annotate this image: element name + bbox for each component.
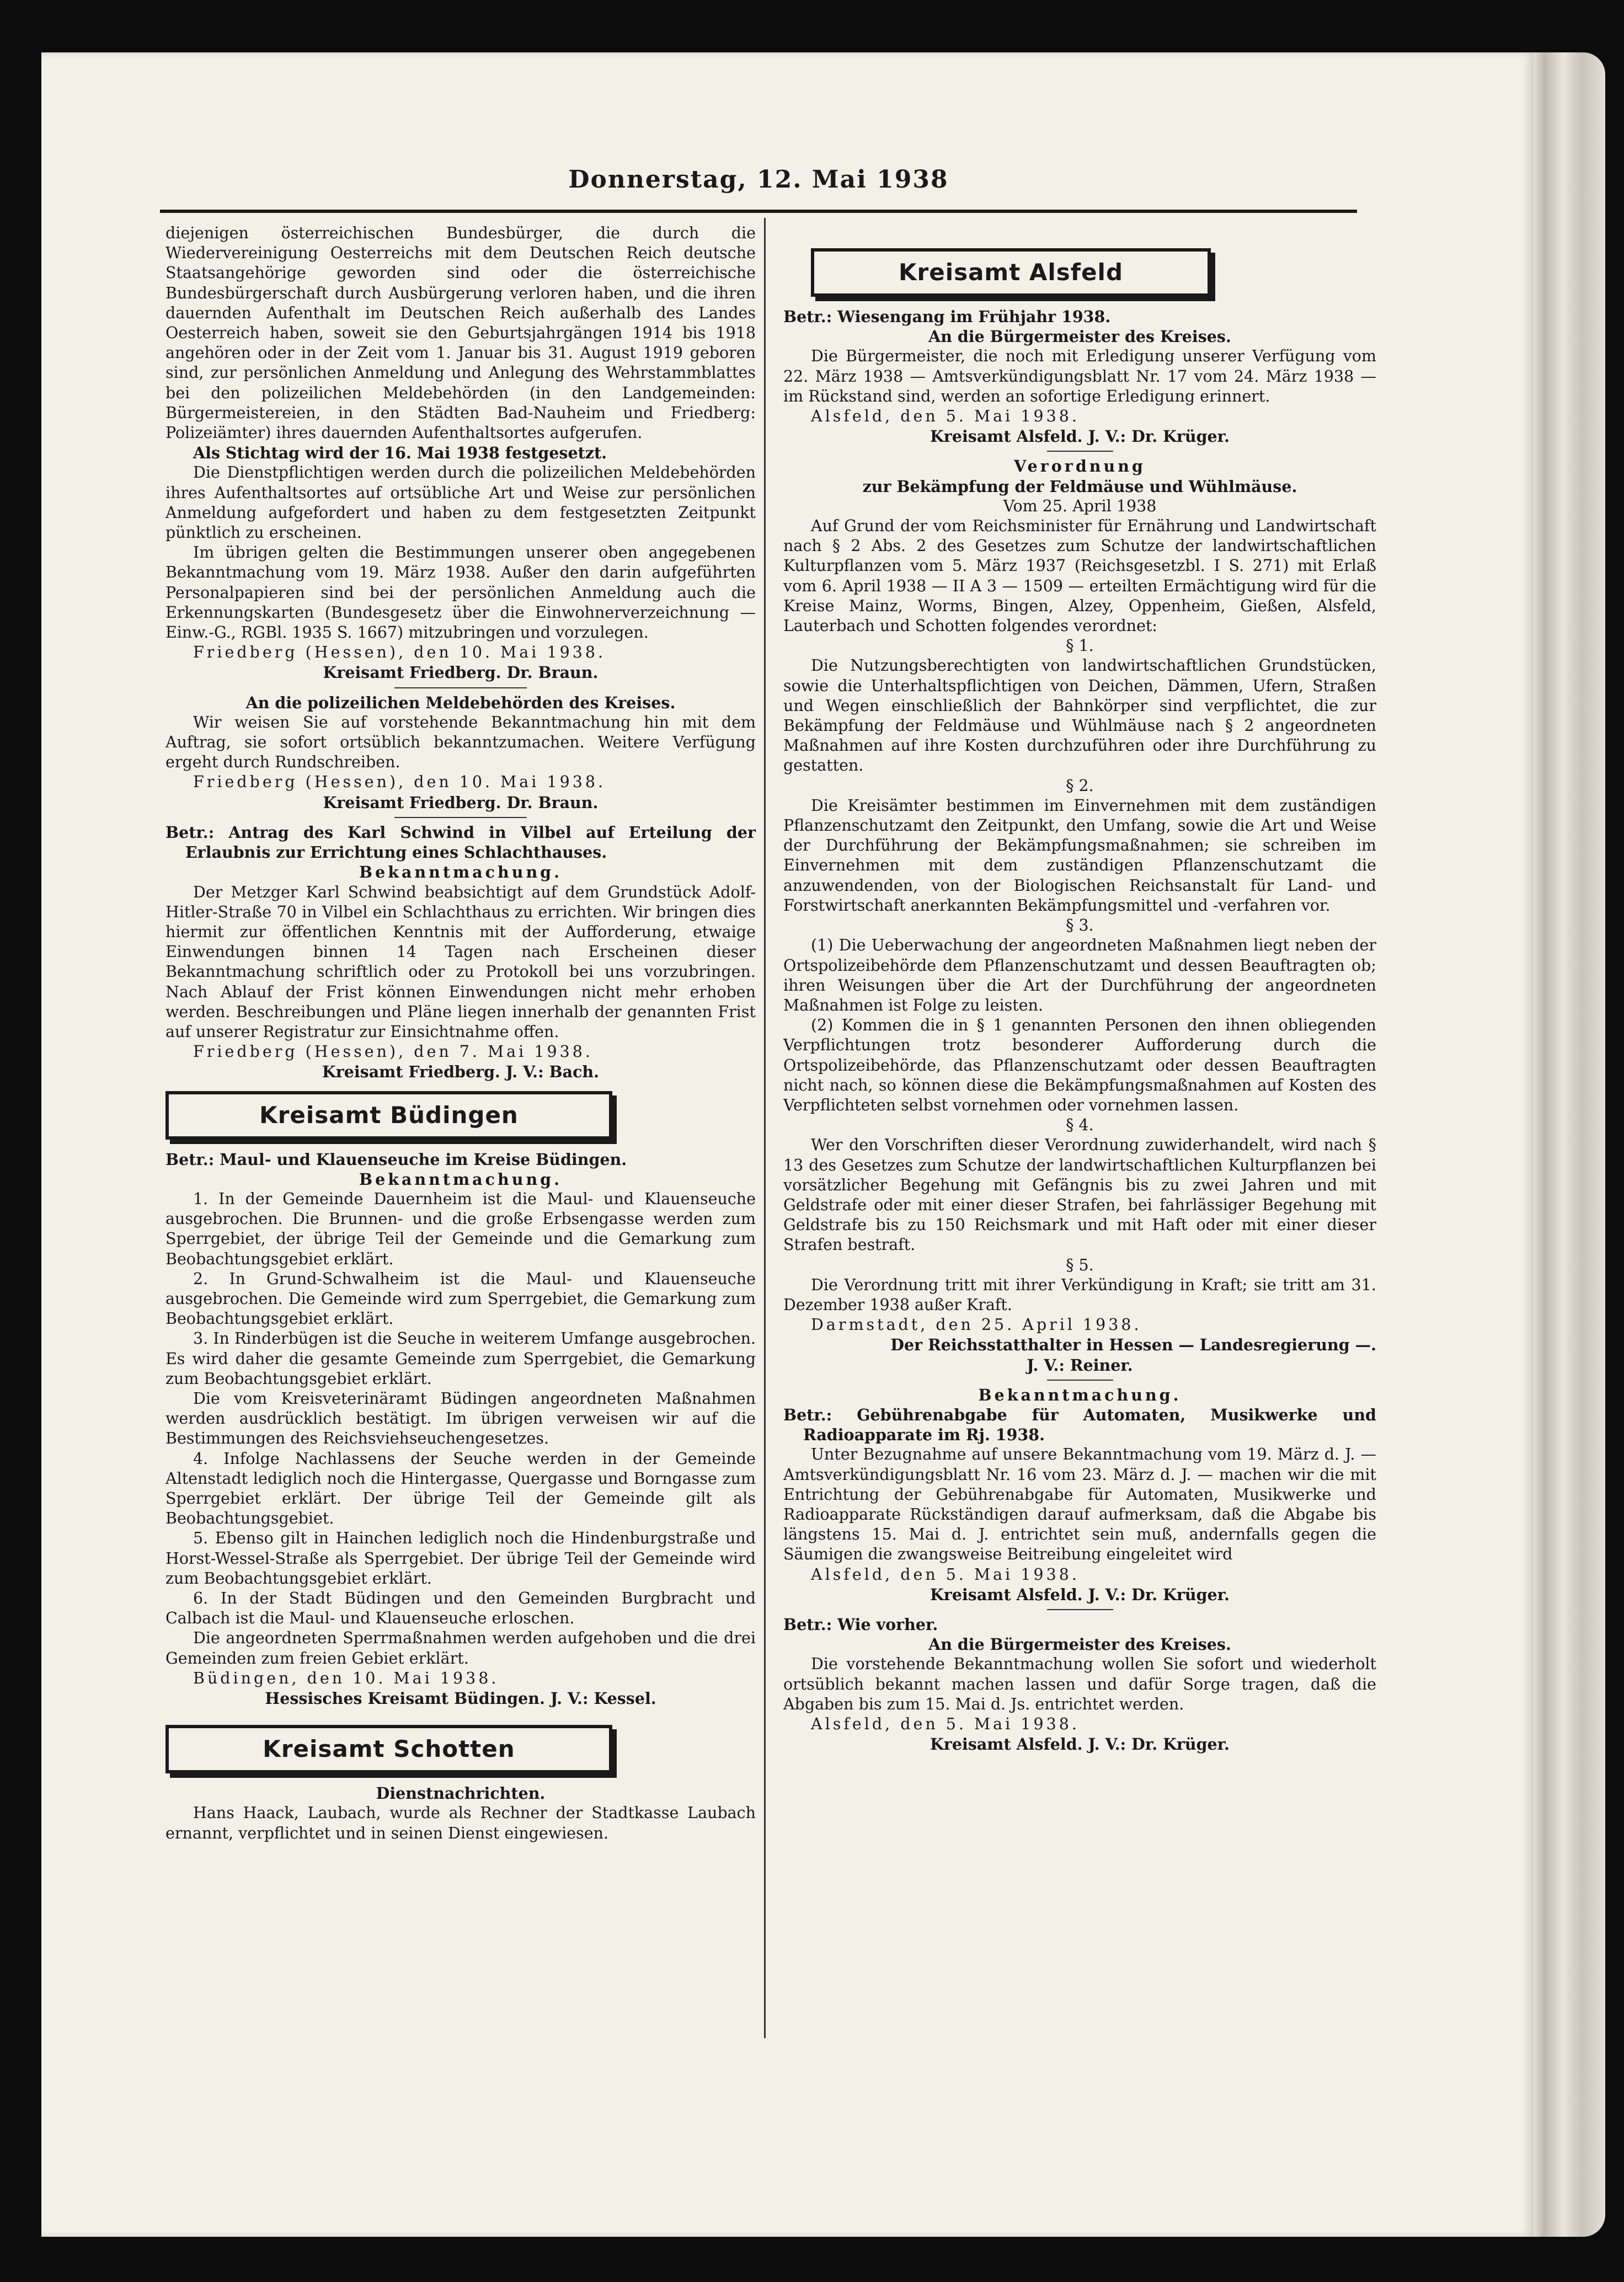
- betreff: Betr.: Antrag des Karl Schwind in Vilbel auf Erteilung der Erlaubnis zur Errichtung eines Schlachthauses.: [165, 822, 756, 862]
- address-line: An die Bürgermeister des Kreises.: [928, 327, 1231, 346]
- divider: [394, 687, 527, 688]
- signature: Kreisamt Alsfeld. J. V.: Dr. Krüger.: [930, 427, 1230, 446]
- paragraph: Die angeordneten Sperrmaßnahmen werden aufgehoben und die drei Gemeinden zum freien Gebiet erklärt.: [165, 1629, 756, 1668]
- paragraph: Im übrigen gelten die Bestimmungen unserer oben angegebenen Bekanntmachung vom 19. März 1938. Außer den darin aufgeführten Personalpapieren sind bei der persönlichen Anmeldung auch die Erkennungskarten (Bundesgesetz über die Einwohnerverzeichnung — Einw.-G., RGBl. 1935 S. 1667) mitzubringen und vorzulegen.: [165, 543, 756, 642]
- signature: Kreisamt Alsfeld. J. V.: Dr. Krüger.: [930, 1585, 1230, 1604]
- signature-place: Alsfeld, den 5. Mai 1938.: [811, 1715, 1080, 1734]
- list-item: 4. Infolge Nachlassens der Seuche werden in der Gemeinde Altenstadt lediglich noch die Hintergasse, Quergasse und Borngasse zum Sperrgebiet erklärt. Der übrige Teil der Gemeinde gilt als Beobachtungsgebiet.: [165, 1449, 756, 1528]
- signature-place: Friedberg (Hessen), den 10. Mai 1938.: [193, 773, 606, 792]
- paragraph: Die Nutzungsberechtigten von landwirtschaftlichen Grundstücken, sowie die Unterhaltspflichtigen von Deichen, Dämmen, Ufern, Straßen und Wegen einschließlich der Bahnkörper sind verpflichtet, die zur Bekämpfung der Feldmäuse und Wühlmäuse nach § 2 angeordneten Maßnahmen auf ihre Kosten durchzuführen oder ihre Durchführung zu gestatten.: [783, 656, 1376, 775]
- section-number: § 3.: [1066, 916, 1094, 935]
- section-number: § 5.: [1066, 1255, 1094, 1274]
- list-item: 1. In der Gemeinde Dauernheim ist die Maul- und Klauenseuche ausgebrochen. Die Brunnen- und die große Erbsengasse werden zum Sperrgebiet, der übrige Teil der Gemeinde und die Gemarkung zum Beobachtungsgebiet erklärt.: [165, 1189, 756, 1268]
- betreff: Betr.: Maul- und Klauenseuche im Kreise Büdingen.: [165, 1150, 627, 1169]
- paragraph: Die vorstehende Bekanntmachung wollen Sie sofort und wiederholt ortsüblich bekannt machen lassen und dafür Sorge tragen, daß die Abgaben bis zum 15. Mai d. Js. entrichtet werden.: [783, 1655, 1376, 1713]
- column-divider: [764, 218, 766, 2038]
- box-kreisamt-alsfeld: Kreisamt Alsfeld: [811, 248, 1211, 297]
- signature: Hessisches Kreisamt Büdingen. J. V.: Kessel.: [265, 1689, 656, 1708]
- verordnung-subtitle: zur Bekämpfung der Feldmäuse und Wühlmäuse.: [862, 477, 1297, 496]
- paragraph: Auf Grund der vom Reichsminister für Ernährung und Landwirtschaft nach § 2 Abs. 2 des Gesetzes zum Schutze der landwirtschaftlichen Kulturpflanzen vom 5. März 1937 (Reichsgesetzbl. I S. 271) mit Erlaß vom 6. April 1938 — II A 3 — 1509 — erteilten Ermächtigung wird für die Kreise Mainz, Worms, Bingen, Alzey, Oppenheim, Gießen, Alsfeld, Lauterbach und Schotten folgendes verordnet:: [783, 517, 1376, 635]
- signature: Kreisamt Friedberg. Dr. Braun.: [323, 793, 599, 812]
- section-number: § 2.: [1066, 776, 1094, 795]
- signature-place: Alsfeld, den 5. Mai 1938.: [811, 407, 1080, 426]
- paragraph: (2) Kommen die in § 1 genannten Personen den ihnen obliegenden Verpflichtungen trotz besonderer Aufforderung durch die Ortspolizeibehörde, das Pflanzenschutzamt oder dessen Beauftragten nicht nach, so können diese die Bekämpfungsmaßnahmen auf Kosten des Verpflichteten selbst vornehmen oder vornehmen lassen.: [783, 1016, 1376, 1114]
- verordnung-title: Verordnung: [1014, 457, 1146, 476]
- paragraph: Die Dienstpflichtigen werden durch die polizeilichen Meldebehörden ihres Aufenthaltsortes auf ortsübliche Art und Weise zur persönlichen Anmeldung aufgefordert und haben zu dem festgesetzten Zeitpunkt pünktlich zu erscheinen.: [165, 463, 756, 542]
- divider: [1047, 1380, 1113, 1381]
- section-title: An die polizeilichen Meldebehörden des Kreises.: [245, 693, 676, 712]
- box-kreisamt-schotten: Kreisamt Schotten: [165, 1725, 612, 1773]
- paragraph: Die vom Kreisveterinäramt Büdingen angeordneten Maßnahmen werden ausdrücklich bestätigt. Im übrigen verweisen wir auf die Bestimmungen des Reichsviehseuchengesetzes.: [165, 1389, 756, 1448]
- paragraph: Unter Bezugnahme auf unsere Bekanntmachung vom 19. März d. J. — Amtsverkündigungsblatt Nr. 16 vom 23. März d. J. — machen wir die mit Entrichtung der Gebührenabgabe für Automaten, Musikwerke und Radioapparate Rückständigen darauf aufmerksam, daß die Abgabe bis längstens 15. Mai d. J. entrichtet sein muß, andernfalls gegen die Säumigen die zwangsweise Beitreibung eingeleitet wird: [783, 1445, 1376, 1564]
- paragraph: Hans Haack, Laubach, wurde als Rechner der Stadtkasse Laubach ernannt, verpflichtet und in seinen Dienst eingewiesen.: [165, 1804, 756, 1842]
- page-header-date: Donnerstag, 12. Mai 1938: [568, 165, 949, 194]
- list-item: 2. In Grund-Schwalheim ist die Maul- und Klauenseuche ausgebrochen. Die Gemeinde wird zum Sperrgebiet, die Gemarkung zum Beobachtungsgebiet erklärt.: [165, 1269, 756, 1328]
- betreff: Betr.: Gebührenabgabe für Automaten, Musikwerke und Radioapparate im Rj. 1938.: [783, 1405, 1376, 1445]
- right-column: [783, 248, 1376, 1754]
- signature: Der Reichsstatthalter in Hessen — Landesregierung —.: [890, 1335, 1376, 1355]
- signature-place: Friedberg (Hessen), den 10. Mai 1938.: [193, 643, 606, 662]
- section-number: § 4.: [1066, 1116, 1094, 1135]
- bekanntmachung-title: Bekanntmachung.: [359, 863, 563, 882]
- address-line: An die Bürgermeister des Kreises.: [928, 1635, 1231, 1654]
- paragraph: (1) Die Ueberwachung der angeordneten Maßnahmen liegt neben der Ortspolizeibehörde dem Pflanzenschutzamt und dessen Beauftragten ob; ihren Weisungen über die Art der Durchführung der angeordneten Maßnahmen ist Folge zu leisten.: [783, 936, 1376, 1014]
- paragraph: Der Metzger Karl Schwind beabsichtigt auf dem Grundstück Adolf-Hitler-Straße 70 in Vilbel ein Schlachthaus zu errichten. Wir bringen dies hiermit zur öffentlichen Kenntnis mit der Aufforderung, etwaige Einwendungen binnen 14 Tagen nach Erscheinen dieser Bekanntmachung schriftlich oder zu Protokoll bei uns vorzubringen. Nach Ablauf der Frist können Einwendungen nicht mehr erhoben werden. Beschreibungen und Pläne liegen innerhalb der genannten Frist auf unserer Registratur zur Einsichtnahme offen.: [165, 883, 756, 1041]
- verordnung-date: Vom 25. April 1938: [1003, 496, 1157, 515]
- signature: Kreisamt Alsfeld. J. V.: Dr. Krüger.: [930, 1735, 1230, 1754]
- bekanntmachung-title: Bekanntmachung.: [978, 1385, 1182, 1404]
- paragraph: Wir weisen Sie auf vorstehende Bekanntmachung hin mit dem Auftrag, sie sofort ortsüblich bekanntzumachen. Weitere Verfügung ergeht durch Rundschreiben.: [165, 713, 756, 772]
- section-number: § 1.: [1066, 637, 1094, 655]
- stichtag-line: Als Stichtag wird der 16. Mai 1938 festgesetzt.: [193, 443, 607, 463]
- signature-place: Darmstadt, den 25. April 1938.: [811, 1316, 1142, 1334]
- paragraph: Wer den Vorschriften dieser Verordnung zuwiderhandelt, wird nach § 13 des Gesetzes zum Schutze der landwirtschaftlichen Kulturpflanzen bei vorsätzlicher Begehung mit Gefängnis bis zu zwei Jahren und mit Geldstrafe oder mit einer dieser Strafen, bei fahrlässiger Begehung mit Geldstrafe bis zu 150 Reichsmark und mit Haft oder mit einer dieser Strafen bestraft.: [783, 1136, 1376, 1254]
- paragraph: Die Verordnung tritt mit ihrer Verkündigung in Kraft; sie tritt am 31. Dezember 1938 außer Kraft.: [783, 1275, 1376, 1314]
- divider: [394, 817, 527, 818]
- header-rule: [160, 210, 1357, 213]
- paragraph: Die Kreisämter bestimmen im Einvernehmen mit dem zuständigen Pflanzenschutzamt den Zeitpunkt, den Umfang, sowie die Art und Weise der Durchführung der Bekämpfungsmaßnahmen; sie schreiben im Einvernehmen mit dem zuständigen Pflanzenschutzamt die anzuwendenden, von der Biologischen Reichsanstalt für Land- und Forstwirtschaft anerkannten Bekämpfungsmittel und -verfahren vor.: [783, 796, 1376, 915]
- left-column: [165, 223, 756, 1843]
- betreff: Betr.: Wiesengang im Frühjahr 1938.: [783, 307, 1111, 326]
- signature: Kreisamt Friedberg. Dr. Braun.: [323, 663, 599, 682]
- signature-place: Alsfeld, den 5. Mai 1938.: [811, 1565, 1080, 1584]
- divider: [1047, 451, 1113, 452]
- box-kreisamt-buedingen: Kreisamt Büdingen: [165, 1091, 612, 1140]
- paragraph: Die Bürgermeister, die noch mit Erledigung unserer Verfügung vom 22. März 1938 — Amtsverkündigungsblatt Nr. 17 vom 24. März 1938 — im Rückstand sind, werden an sofortige Erledigung erinnert.: [783, 347, 1376, 405]
- list-item: 6. In der Stadt Büdingen und den Gemeinden Burgbracht und Calbach ist die Maul- und Klauenseuche erloschen.: [165, 1589, 756, 1628]
- signature: J. V.: Reiner.: [1027, 1355, 1133, 1375]
- section-title: Dienstnachrichten.: [376, 1784, 546, 1803]
- list-item: 3. In Rinderbügen ist die Seuche in weiterem Umfange ausgebrochen. Es wird daher die gesamte Gemeinde zum Sperrgebiet, die Gemarkung zum Beobachtungsgebiet erklärt.: [165, 1329, 756, 1388]
- signature-place: Büdingen, den 10. Mai 1938.: [193, 1669, 499, 1687]
- betreff: Betr.: Wie vorher.: [783, 1615, 938, 1634]
- bekanntmachung-title: Bekanntmachung.: [359, 1169, 563, 1189]
- signature-place: Friedberg (Hessen), den 7. Mai 1938.: [193, 1043, 593, 1061]
- divider: [1047, 1609, 1113, 1610]
- intro-paragraph: diejenigen österreichischen Bundesbürger, die durch die Wiedervereinigung Oesterreichs mit dem Deutschen Reich deutsche Staatsangehörige geworden sind oder die österreichische Bundesbürgerschaft durch Ausbürgerung verloren haben, und die ihren dauernden Aufenthalt im Deutschen Reich außerhalb des Landes Oesterreich haben, soweit sie den Geburtsjahrgängen 1914 bis 1918 angehören oder in der Zeit vom 1. Januar bis 31. August 1919 geboren sind, zur persönlichen Anmeldung und Anlegung des Wehrstammblattes bei den polizeilichen Meldebehörden (in den Landgemeinden: Bürgermeistereien, in den Städten Bad-Nauheim und Friedberg: Polizeiämter) ihres dauernden Aufenthaltsortes aufgerufen.: [165, 224, 756, 442]
- signature: Kreisamt Friedberg. J. V.: Bach.: [322, 1062, 600, 1082]
- list-item: 5. Ebenso gilt in Hainchen lediglich noch die Hindenburgstraße und Horst-Wessel-Straße als Sperrgebiet. Der übrige Teil der Gemeinde wird zum Beobachtungsgebiet erklärt.: [165, 1529, 756, 1588]
